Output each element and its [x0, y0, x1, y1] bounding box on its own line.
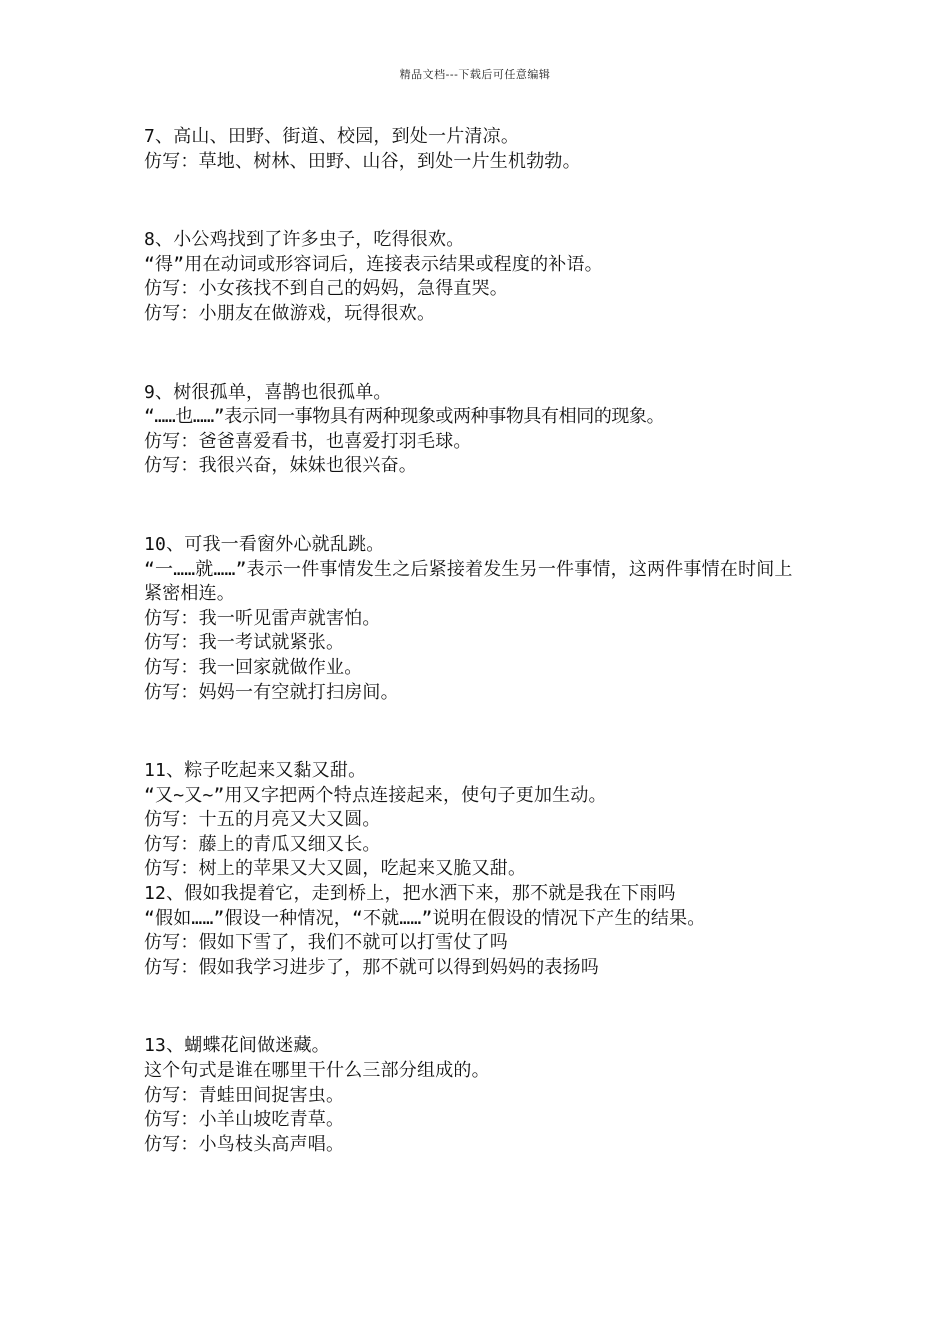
- imitation-line: 仿写：假如下雪了，我们不就可以打雪仗了吗: [144, 932, 508, 954]
- imitation-line: 仿写：青蛙田间捉害虫。: [144, 1084, 345, 1106]
- example-sentence: 10、可我一看窗外心就乱跳。: [144, 533, 385, 555]
- imitation-line: 仿写：小女孩找不到自己的妈妈，急得直哭。: [144, 278, 508, 300]
- imitation-line: 仿写：小鸟枝头高声唱。: [144, 1133, 345, 1155]
- imitation-line: 仿写：树上的苹果又大又圆，吃起来又脆又甜。: [144, 858, 527, 880]
- explanation-line: “得”用在动词或形容词后，连接表示结果或程度的补语。: [144, 253, 603, 275]
- explanation-line: “一……就……”表示一件事情发生之后紧接着发生另一件事情，这两件事情在时间上紧密相连。: [144, 558, 793, 605]
- explanation-line: 这个句式是谁在哪里干什么三部分组成的。: [144, 1060, 490, 1082]
- section-8: [144, 228, 834, 326]
- section-9: [144, 381, 834, 479]
- page-header: 精品文档---下载后可任意编辑: [399, 68, 551, 81]
- document-body: [144, 125, 834, 1157]
- explanation-line: “假如……”假设一种情况，“不就……”说明在假设的情况下产生的结果。: [144, 907, 706, 929]
- example-sentence: 12、假如我提着它，走到桥上，把水洒下来，那不就是我在下雨吗: [144, 883, 676, 905]
- imitation-line: 仿写：小朋友在做游戏，玩得很欢。: [144, 302, 436, 324]
- section-10: [144, 533, 834, 705]
- example-sentence: 9、树很孤单，喜鹊也很孤单。: [144, 381, 392, 403]
- section-7: [144, 125, 834, 174]
- imitation-line: 仿写：我一听见雷声就害怕。: [144, 607, 381, 629]
- example-sentence: 13、蝴蝶花间做迷藏。: [144, 1035, 330, 1057]
- imitation-line: 仿写：妈妈一有空就打扫房间。: [144, 681, 399, 703]
- imitation-line: 仿写：假如我学习进步了，那不就可以得到妈妈的表扬吗: [144, 956, 599, 978]
- imitation-line: 仿写：我很兴奋，妹妹也很兴奋。: [144, 455, 417, 477]
- imitation-line: 仿写：我一回家就做作业。: [144, 656, 363, 678]
- imitation-line: 仿写：藤上的青瓜又细又长。: [144, 833, 381, 855]
- explanation-line: “又~又~”用又字把两个特点连接起来，使句子更加生动。: [144, 784, 607, 806]
- section-13: [144, 1034, 834, 1157]
- explanation-line: “……也……”表示同一事物具有两种现象或两种事物具有相同的现象。: [144, 406, 665, 428]
- example-sentence: 8、小公鸡找到了许多虫子，吃得很欢。: [144, 229, 465, 251]
- imitation-line: 仿写：我一考试就紧张。: [144, 632, 345, 654]
- section-11: [144, 759, 834, 882]
- section-12: [144, 882, 834, 980]
- imitation-line: 仿写：爸爸喜爱看书，也喜爱打羽毛球。: [144, 430, 472, 452]
- imitation-line: 仿写：十五的月亮又大又圆。: [144, 809, 381, 831]
- example-sentence: 11、粽子吃起来又黏又甜。: [144, 760, 367, 782]
- imitation-line: 仿写：草地、树林、田野、山谷，到处一片生机勃勃。: [144, 150, 581, 172]
- imitation-line: 仿写：小羊山坡吃青草。: [144, 1109, 345, 1131]
- example-sentence: 7、高山、田野、街道、校园，到处一片清凉。: [144, 126, 520, 147]
